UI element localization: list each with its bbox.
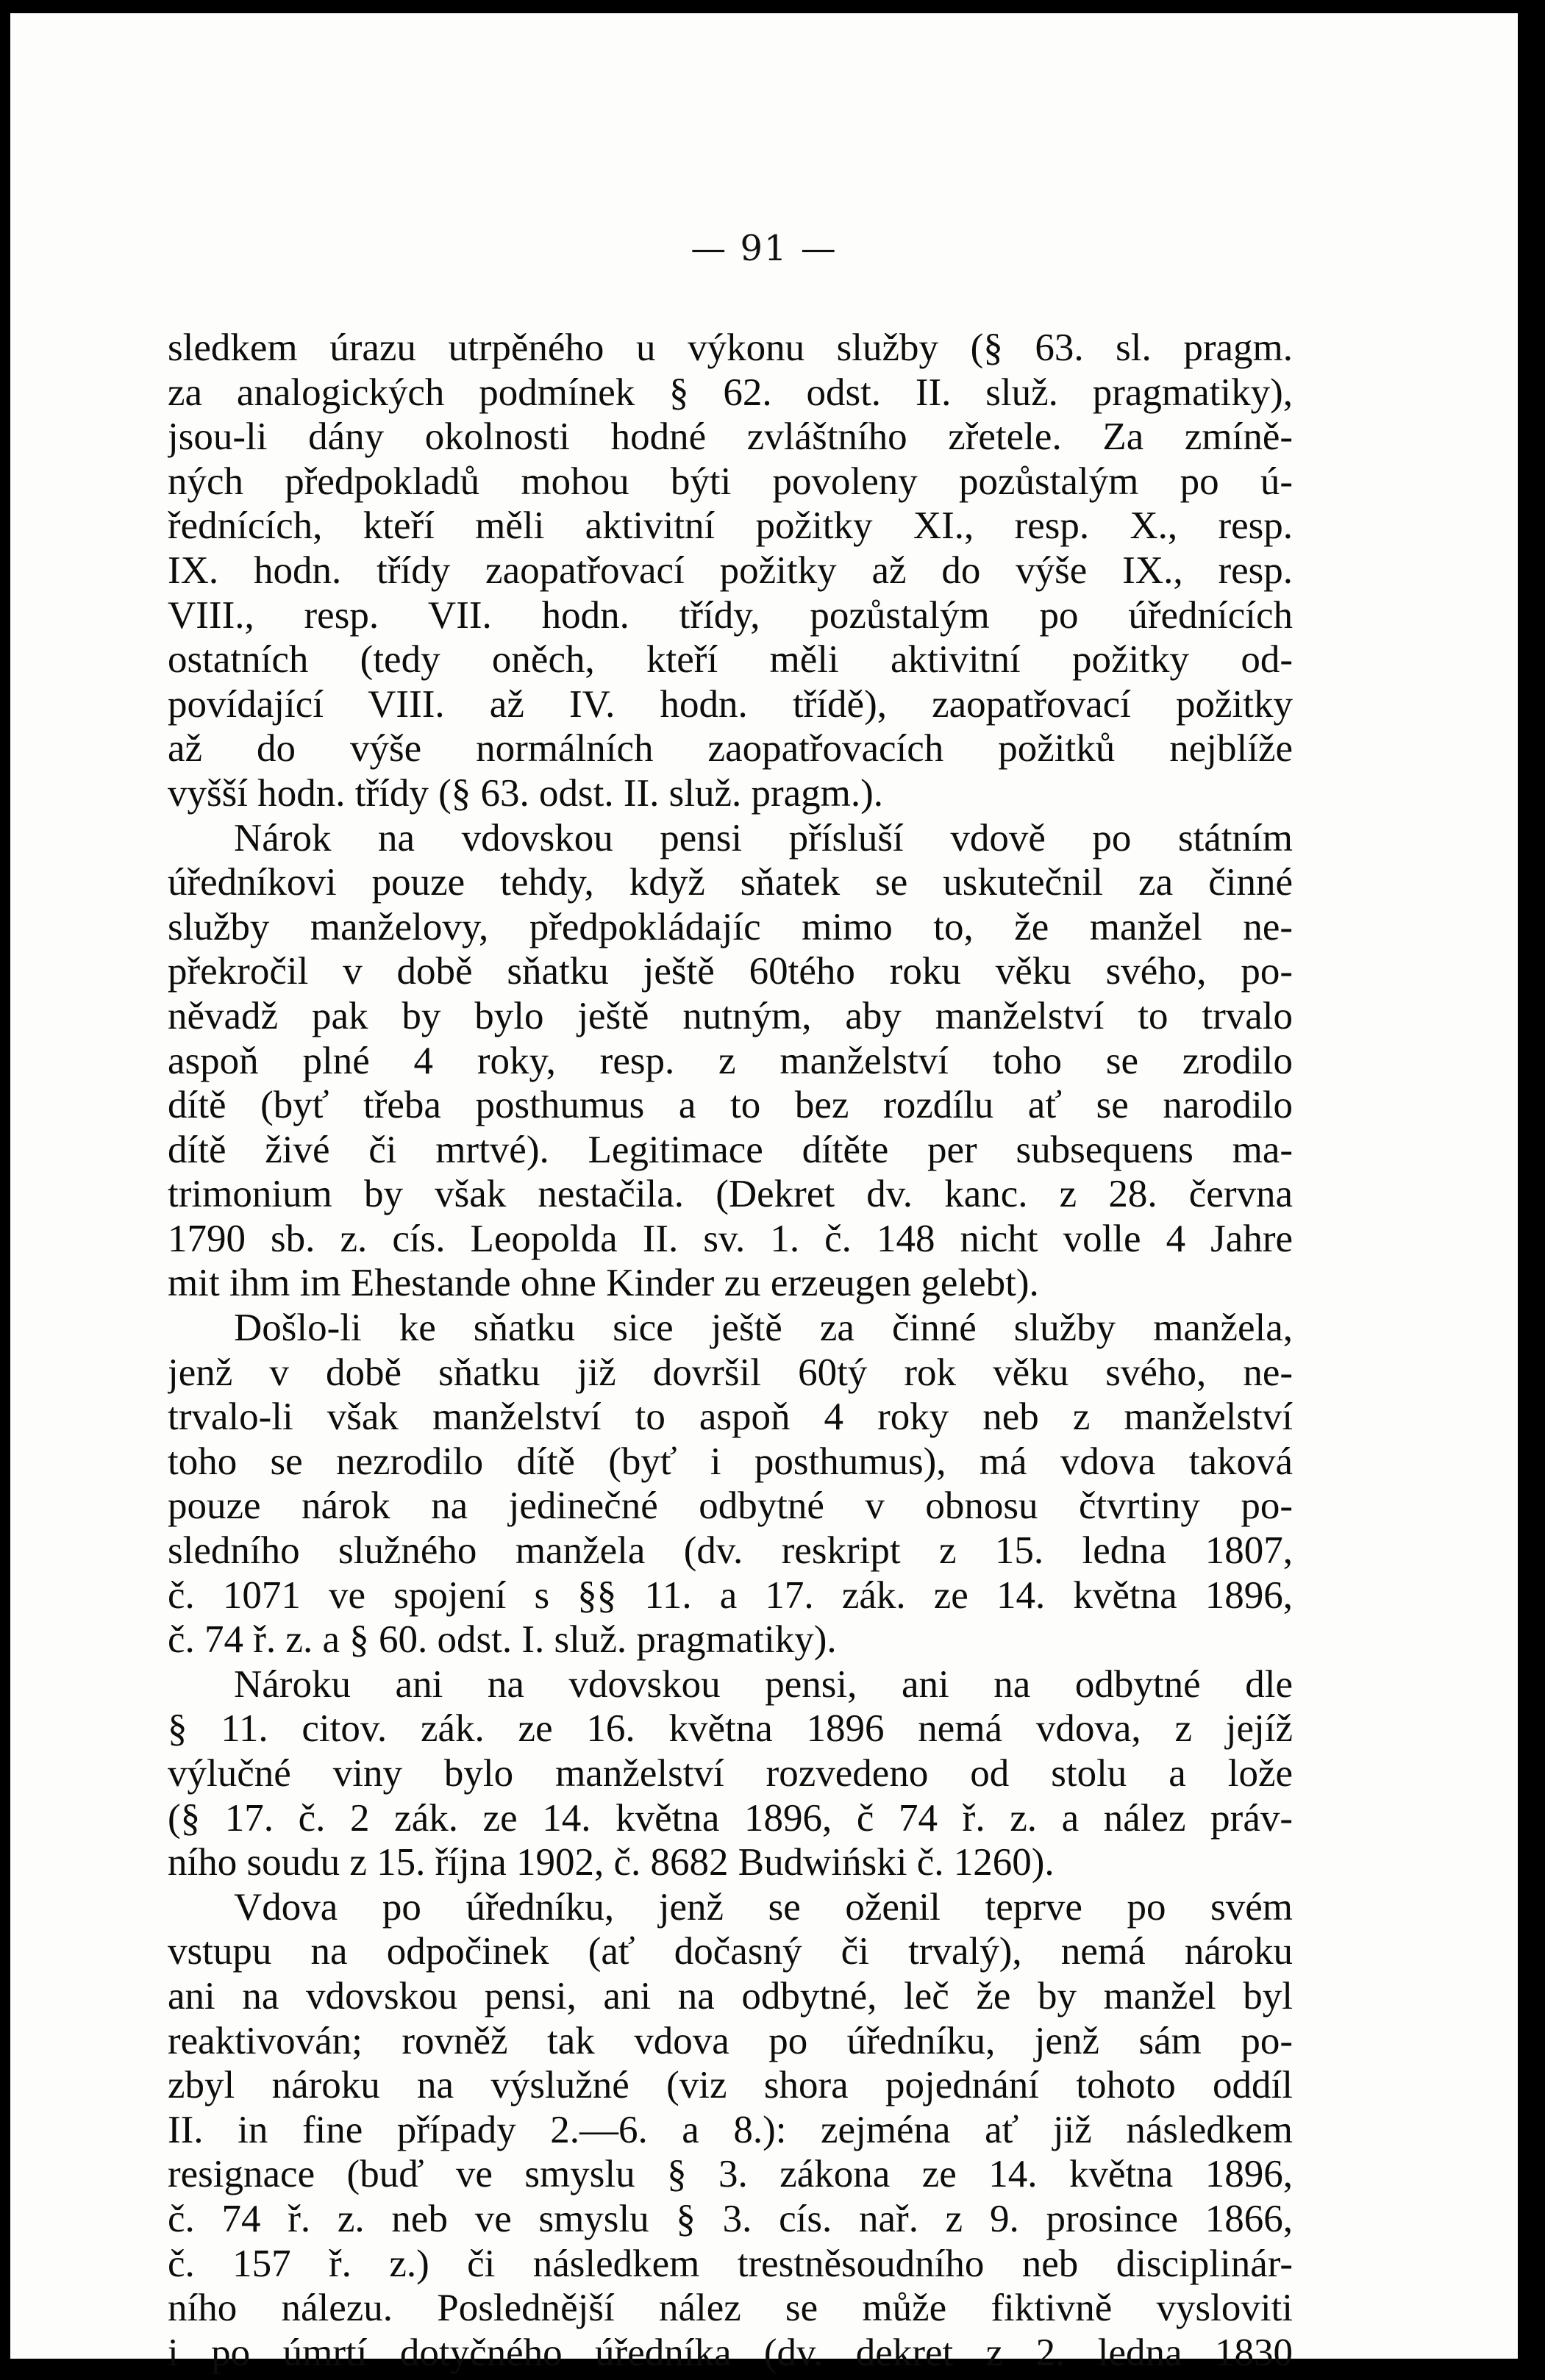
- text-line: (§ 17. č. 2 zák. ze 14. května 1896, č 74 ř. z. a nález práv-: [168, 1796, 1293, 1840]
- text-line: dítě (byť třeba posthumus a to bez rozdílu ať se narodilo: [168, 1084, 1293, 1127]
- text-line: ního nálezu. Poslednější nález se může fiktivně vysloviti: [168, 2287, 1293, 2330]
- text-line: povídající VIII. až IV. hodn. třídě), zaopatřovací požitky: [168, 682, 1293, 726]
- paragraph-4: [168, 1662, 1293, 1885]
- text-line: ani na vdovskou pensi, ani na odbytné, leč že by manžel byl: [168, 1974, 1293, 2018]
- text-line: IX. hodn. třídy zaopatřovací požitky až do výše IX., resp.: [168, 548, 1293, 592]
- text-line: až do výše normálních zaopatřovacích požitků nejblíže: [168, 727, 1293, 771]
- text-line: něvadž pak by bylo ještě nutným, aby manželství to trvalo: [168, 994, 1293, 1037]
- text-line: úředníkovi pouze tehdy, když sňatek se uskutečnil za činné: [168, 861, 1293, 904]
- text-line: překročil v době sňatku ještě 60tého roku věku svého, po-: [168, 950, 1293, 993]
- text-line: jenž v době sňatku již dovršil 60tý rok věku svého, ne-: [168, 1351, 1293, 1394]
- text-line: ostatních (tedy oněch, kteří měli aktivitní požitky od-: [168, 638, 1293, 682]
- text-line: ního soudu z 15. října 1902, č. 8682 Budwiński č. 1260).: [168, 1841, 1055, 1884]
- text-line: výlučné viny bylo manželství rozvedeno od stolu a lože: [168, 1752, 1293, 1795]
- text-line: č. 1071 ve spojení s §§ 11. a 17. zák. ze 14. května 1896,: [168, 1573, 1293, 1617]
- text-line: Nárok na vdovskou pensi přísluší vdově po státním: [234, 816, 1293, 860]
- text-line: za analogických podmínek § 62. odst. II. služ. pragmatiky),: [168, 371, 1293, 414]
- text-line: aspoň plné 4 roky, resp. z manželství toho se zrodilo: [168, 1039, 1293, 1082]
- text-line: Došlo-li ke sňatku sice ještě za činné služby manžela,: [234, 1307, 1293, 1350]
- text-line: 1790 sb. z. cís. Leopolda II. sv. 1. č. 148 nicht volle 4 Jahre: [168, 1217, 1293, 1260]
- text-line: Nároku ani na vdovskou pensi, ani na odbytné dle: [234, 1662, 1293, 1706]
- text-line: trimonium by však nestačila. (Dekret dv. kanc. z 28. června: [168, 1173, 1293, 1216]
- text-line: pouze nárok na jedinečné odbytné v obnosu čtvrtiny po-: [168, 1484, 1293, 1528]
- text-line: vstupu na odpočinek (ať dočasný či trvalý), nemá nároku: [168, 1930, 1293, 1973]
- text-line: mit ihm im Ehestande ohne Kinder zu erzeugen gelebt).: [168, 1262, 1039, 1305]
- text-line: toho se nezrodilo dítě (byť i posthumus), má vdova taková: [168, 1440, 1293, 1483]
- text-line: služby manželovy, předpokládajíc mimo to, že manžel ne-: [168, 905, 1293, 948]
- page-number: — 91 —: [691, 228, 838, 269]
- text-line: sledního služného manžela (dv. reskript z 15. ledna 1807,: [168, 1529, 1293, 1573]
- text-line: sledkem úrazu utrpěného u výkonu služby (§ 63. sl. pragm.: [168, 326, 1293, 369]
- text-line: i po úmrtí dotyčného úředníka (dv. dekret z 2. ledna 1830: [168, 2331, 1293, 2374]
- text-line: trvalo-li však manželství to aspoň 4 roky neb z manželství: [168, 1396, 1293, 1439]
- book-page: [10, 13, 1518, 2374]
- text-line: č. 157 ř. z.) či následkem trestněsoudního neb disciplinár-: [168, 2242, 1293, 2285]
- text-line: č. 74 ř. z. a § 60. odst. I. služ. pragmatiky).: [168, 1618, 837, 1662]
- text-line: dítě živé či mrtvé). Legitimace dítěte per subsequens ma-: [168, 1128, 1293, 1171]
- text-line: vyšší hodn. třídy (§ 63. odst. II. služ. pragm.).: [168, 771, 884, 815]
- paragraph-3: [168, 1306, 1293, 1662]
- text-line: Vdova po úředníku, jenž se oženil teprve po svém: [234, 1885, 1293, 1929]
- text-line: řednících, kteří měli aktivitní požitky XI., resp. X., resp.: [168, 504, 1293, 548]
- text-line: § 11. citov. zák. ze 16. května 1896 nemá vdova, z jejíž: [168, 1707, 1293, 1751]
- text-line: reaktivován; rovněž tak vdova po úředníku, jenž sám po-: [168, 2019, 1293, 2062]
- text-line: č. 74 ř. z. neb ve smyslu § 3. cís. nař. z 9. prosince 1866,: [168, 2197, 1293, 2240]
- paragraph-5: [168, 1885, 1293, 2376]
- text-line: II. in fine případy 2.—6. a 8.): zejména ať již následkem: [168, 2108, 1293, 2151]
- paragraph-2: [168, 816, 1293, 1307]
- paragraph-1: [168, 326, 1293, 816]
- text-line: resignace (buď ve smyslu § 3. zákona ze 14. května 1896,: [168, 2153, 1293, 2196]
- text-line: zbyl nároku na výslužné (viz shora pojednání tohoto oddíl: [168, 2064, 1293, 2107]
- text-line: VIII., resp. VII. hodn. třídy, pozůstalým po úřednících: [168, 593, 1293, 637]
- text-line: ných předpokladů mohou býti povoleny pozůstalým po ú-: [168, 460, 1293, 503]
- text-line: jsou-li dány okolnosti hodné zvláštního zřetele. Za zmíně-: [168, 415, 1293, 459]
- body-text: [168, 326, 1293, 2375]
